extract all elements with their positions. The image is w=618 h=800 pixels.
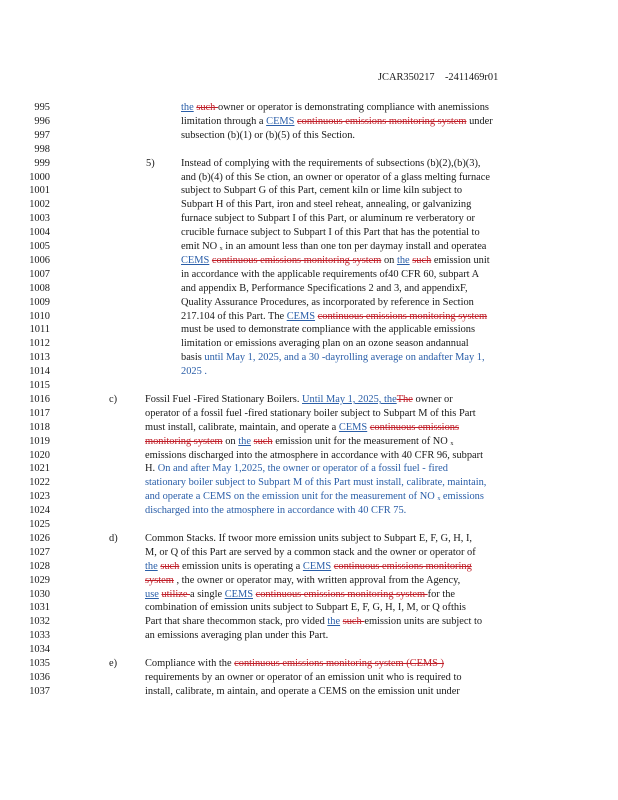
line-number: 1030 [29, 588, 50, 600]
line-text [145, 657, 444, 670]
deleted-text: continuous emissions monitoring system [211, 254, 382, 266]
document-line [0, 351, 618, 364]
deleted-text: continuous emissions monitoring system (CEMS ) [234, 658, 445, 669]
line-number: 1017 [29, 407, 50, 419]
deleted-text: such [196, 102, 218, 113]
text-run: must be used to demonstrate compliance with the applicable emissions [181, 324, 476, 336]
document-line [0, 532, 618, 545]
line-text [145, 546, 476, 559]
line-number: 1015 [29, 380, 50, 391]
document-line [0, 115, 618, 128]
line-text [145, 685, 460, 698]
document-line [0, 490, 618, 503]
text-run: subject to Subpart G of this Part, cement kiln or lime kiln subject to [181, 185, 463, 197]
text-run: combination of emission units subject to Subpart E, F, G, H, I, M, or Q ofthis [145, 602, 466, 614]
deleted-text: continuous emissions [369, 421, 460, 433]
text-run: and (b)(4) of this Se ction, an owner or operator of a glass melting furnace [181, 171, 491, 183]
line-text [181, 240, 486, 253]
deleted-text: such [412, 254, 432, 266]
inserted-text: CEMS [224, 588, 253, 600]
document-line [0, 643, 618, 656]
text-run: subsection (b)(1) or (b)(5) of this Section. [181, 129, 356, 141]
added-text: until May 1, 2025, and a 30 -dayrolling average on andafter May 1, [204, 352, 485, 364]
inserted-text: CEMS [266, 115, 295, 127]
line-text [181, 198, 471, 211]
line-number: 1004 [29, 227, 50, 239]
deleted-text: monitoring system [145, 435, 223, 447]
inserted-text: use [145, 588, 159, 600]
line-text [181, 296, 474, 309]
document-line [0, 393, 618, 406]
text-run: install, calibrate, m aintain, and operate a CEMS on the emission unit under [145, 685, 460, 697]
document-line [0, 546, 618, 559]
document-line [0, 198, 618, 211]
text-run: under [466, 115, 493, 127]
text-run: Instead of complying with the requirements of subsections (b)(2),(b)(3), [181, 157, 481, 169]
text-run: limitation through a [181, 115, 267, 127]
document-line [0, 629, 618, 642]
document-line [0, 282, 618, 295]
document-line [0, 588, 618, 601]
inserted-text: CEMS [181, 254, 210, 266]
document-line [0, 323, 618, 336]
document-line [0, 101, 618, 114]
added-text: and operate a CEMS on the emission unit for the measurement of NO ₓ emissions [145, 491, 484, 503]
text-run: emit NO ₓ in an amount less than one ton per daymay install and operatea [181, 241, 487, 252]
line-text [145, 449, 483, 462]
list-marker: e) [109, 658, 118, 669]
document-line [0, 226, 618, 239]
document-line [0, 157, 618, 170]
text-run: an emissions averaging plan under this Part. [145, 630, 329, 642]
line-number: 1018 [29, 421, 50, 433]
added-text: discharged into the atmosphere in accordance with 40 CFR 75. [145, 505, 407, 517]
line-text [181, 115, 493, 128]
document-line [0, 615, 618, 628]
line-number: 1005 [29, 241, 50, 252]
line-number: 1010 [29, 310, 50, 322]
line-number: 1026 [29, 532, 50, 544]
line-number: 999 [34, 157, 50, 169]
list-marker: 5) [146, 157, 155, 169]
document-line [0, 129, 618, 142]
inserted-text: Until May 1, 2025, the [302, 393, 397, 405]
document-line [0, 462, 618, 475]
line-text [181, 323, 475, 336]
line-number: 1032 [29, 616, 50, 628]
line-number: 1021 [29, 463, 50, 475]
text-run: Subpart H of this Part, iron and steel reheat, annealing, or galvanizing [181, 199, 472, 211]
line-number: 1023 [29, 491, 50, 503]
line-text [145, 435, 453, 448]
line-text [181, 365, 207, 378]
document-line [0, 407, 618, 420]
document-line [0, 143, 618, 156]
text-run: emission units is operating a [179, 560, 303, 572]
document-line [0, 296, 618, 309]
line-number: 1007 [29, 268, 50, 280]
document-line [0, 504, 618, 517]
text-run: requirements by an owner or operator of an emission unit who is required to [145, 671, 462, 683]
added-text: 2025 . [181, 366, 207, 378]
text-run: Fossil Fuel -Fired Stationary Boilers. [145, 393, 303, 405]
inserted-text: CEMS [286, 310, 316, 322]
text-run: crucible furnace subject to Subpart I of this Part that has the potential to [181, 227, 480, 239]
line-text [145, 560, 472, 573]
text-run: for the [427, 588, 456, 600]
line-number: 1009 [29, 296, 50, 308]
document-line [0, 171, 618, 184]
line-text [181, 157, 481, 170]
line-text [181, 351, 485, 364]
deleted-text: continuous emissions monitoring system [255, 588, 428, 600]
line-text [145, 504, 406, 517]
line-text [181, 310, 487, 323]
line-number: 1014 [29, 366, 50, 378]
document-line [0, 379, 618, 392]
line-text [145, 574, 460, 587]
inserted-text: the [145, 560, 158, 572]
line-number: 1037 [29, 685, 50, 697]
text-run: in accordance with the applicable requirements of40 CFR 60, subpart A [181, 268, 480, 280]
text-run: on [381, 254, 397, 266]
added-text: stationary boiler subject to Subpart M of this Part must install, calibrate, maintain, [145, 477, 487, 489]
line-number: 1012 [29, 338, 50, 350]
line-text [181, 337, 469, 350]
line-text [181, 226, 480, 239]
document-line [0, 574, 618, 587]
inserted-text: the [238, 435, 251, 447]
line-number: 1001 [29, 185, 50, 197]
document-line [0, 212, 618, 225]
deleted-text: The [396, 393, 413, 405]
line-text [181, 184, 462, 197]
line-text [181, 101, 489, 114]
text-run: Part that share thecommon stack, pro vided [145, 616, 328, 628]
line-text [181, 129, 355, 142]
text-run: , the owner or operator may, with written approval from the Agency, [173, 574, 461, 586]
line-number: 1000 [29, 171, 50, 183]
document-line [0, 365, 618, 378]
text-run: M, or Q of this Part are served by a common stack and the owner or operator of [145, 546, 476, 558]
text-run: emissions discharged into the atmosphere in accordance with 40 CFR 96, subpart [145, 449, 484, 461]
line-number: 1031 [29, 602, 50, 614]
text-run: emission unit [431, 254, 490, 266]
line-text [145, 421, 459, 434]
line-number: 1034 [29, 644, 50, 656]
line-number: 998 [34, 143, 50, 155]
line-number: 997 [34, 129, 50, 141]
document-line [0, 685, 618, 698]
document-line [0, 337, 618, 350]
document-line [0, 240, 618, 253]
document-line [0, 601, 618, 614]
line-number: 1003 [29, 213, 50, 225]
text-run: Common Stacks. If twoor more emission units subject to Subpart E, F, G, H, I, [145, 532, 473, 544]
line-number: 1020 [29, 449, 50, 461]
line-text [181, 254, 490, 267]
added-text: On and after May 1,2025, the owner or operator of a fossil fuel - fired [157, 463, 448, 475]
line-text [145, 601, 466, 614]
line-number: 1027 [29, 546, 50, 558]
list-marker: d) [109, 532, 118, 544]
line-number: 996 [34, 115, 50, 127]
text-run: and appendix B, Performance Specifications 2 and 3, and appendixF, [181, 282, 468, 294]
deleted-text: continuous emissions monitoring system [297, 115, 467, 127]
line-text [181, 212, 475, 225]
inserted-text: the [181, 102, 194, 113]
line-number: 1022 [29, 477, 50, 489]
text-run: owner or [412, 393, 453, 405]
line-text [145, 615, 482, 628]
line-number: 1036 [29, 671, 50, 683]
line-text [181, 268, 479, 281]
deleted-text: system [145, 574, 174, 586]
line-number: 1002 [29, 199, 50, 211]
document-line [0, 449, 618, 462]
text-run: Compliance with the [145, 658, 235, 669]
line-number: 1025 [29, 519, 50, 530]
document-line [0, 518, 618, 531]
deleted-text: continuous emissions monitoring system [317, 310, 488, 322]
document-line [0, 184, 618, 197]
inserted-text: the [327, 616, 341, 628]
text-run: on [222, 435, 239, 447]
line-text [145, 629, 328, 642]
line-number: 1029 [29, 574, 50, 586]
line-text [145, 532, 472, 545]
text-run: emission units are subject to [364, 616, 483, 628]
line-text [145, 462, 448, 475]
text-run: Quality Assurance Procedures, as incorporated by reference in Section [181, 296, 474, 308]
document-line [0, 268, 618, 281]
inserted-text: the [396, 254, 410, 266]
text-run: furnace subject to Subpart I of this Part, or aluminum re verberatory or [181, 213, 476, 225]
document-line [0, 560, 618, 573]
text-run: 217.104 of this Part. The [181, 310, 287, 322]
deleted-text: utilize [161, 588, 191, 600]
line-text [145, 476, 486, 489]
document-line [0, 421, 618, 434]
line-text [145, 407, 476, 420]
line-number: 1016 [29, 393, 50, 405]
line-text [145, 671, 462, 684]
list-marker: c) [109, 393, 118, 405]
line-text [145, 490, 484, 503]
text-run: H. [145, 463, 158, 475]
document-line [0, 435, 618, 448]
document-line [0, 671, 618, 684]
line-text [181, 171, 490, 184]
text-run: basis [181, 352, 205, 364]
text-run: owner or operator is demonstrating compliance with anemissions [217, 102, 489, 113]
deleted-text: such [342, 616, 365, 628]
line-number: 1013 [29, 352, 50, 364]
line-number: 1019 [29, 435, 50, 447]
text-run: operator of a fossil fuel -fired stationary boiler subject to Subpart M of this Part [145, 407, 476, 419]
line-number: 1006 [29, 254, 50, 266]
line-number: 1008 [29, 282, 50, 294]
line-number: 1011 [29, 324, 50, 336]
line-number: 1033 [29, 630, 50, 642]
document-line [0, 476, 618, 489]
deleted-text: such [253, 435, 273, 447]
text-run: emission unit for the measurement of NO ₓ [272, 435, 454, 447]
document-line [0, 254, 618, 267]
line-number: 1024 [29, 505, 50, 517]
line-text [145, 393, 453, 406]
text-run: must install, calibrate, maintain, and operate a [145, 421, 339, 433]
line-number: 1035 [29, 658, 50, 669]
line-text [181, 282, 468, 295]
line-number: 995 [34, 102, 50, 113]
deleted-text: such [160, 560, 180, 572]
text-run: limitation or emissions averaging plan on an ozone season andannual [181, 338, 469, 350]
deleted-text: continuous emissions monitoring [333, 560, 472, 572]
document-line [0, 657, 618, 670]
inserted-text: CEMS [302, 560, 332, 572]
line-text [145, 588, 455, 601]
document-line [0, 310, 618, 323]
text-run: a single [190, 588, 225, 600]
inserted-text: CEMS [338, 421, 368, 433]
document-header: JCAR350217 -2411469r01 [378, 72, 499, 83]
line-number: 1028 [29, 560, 50, 572]
